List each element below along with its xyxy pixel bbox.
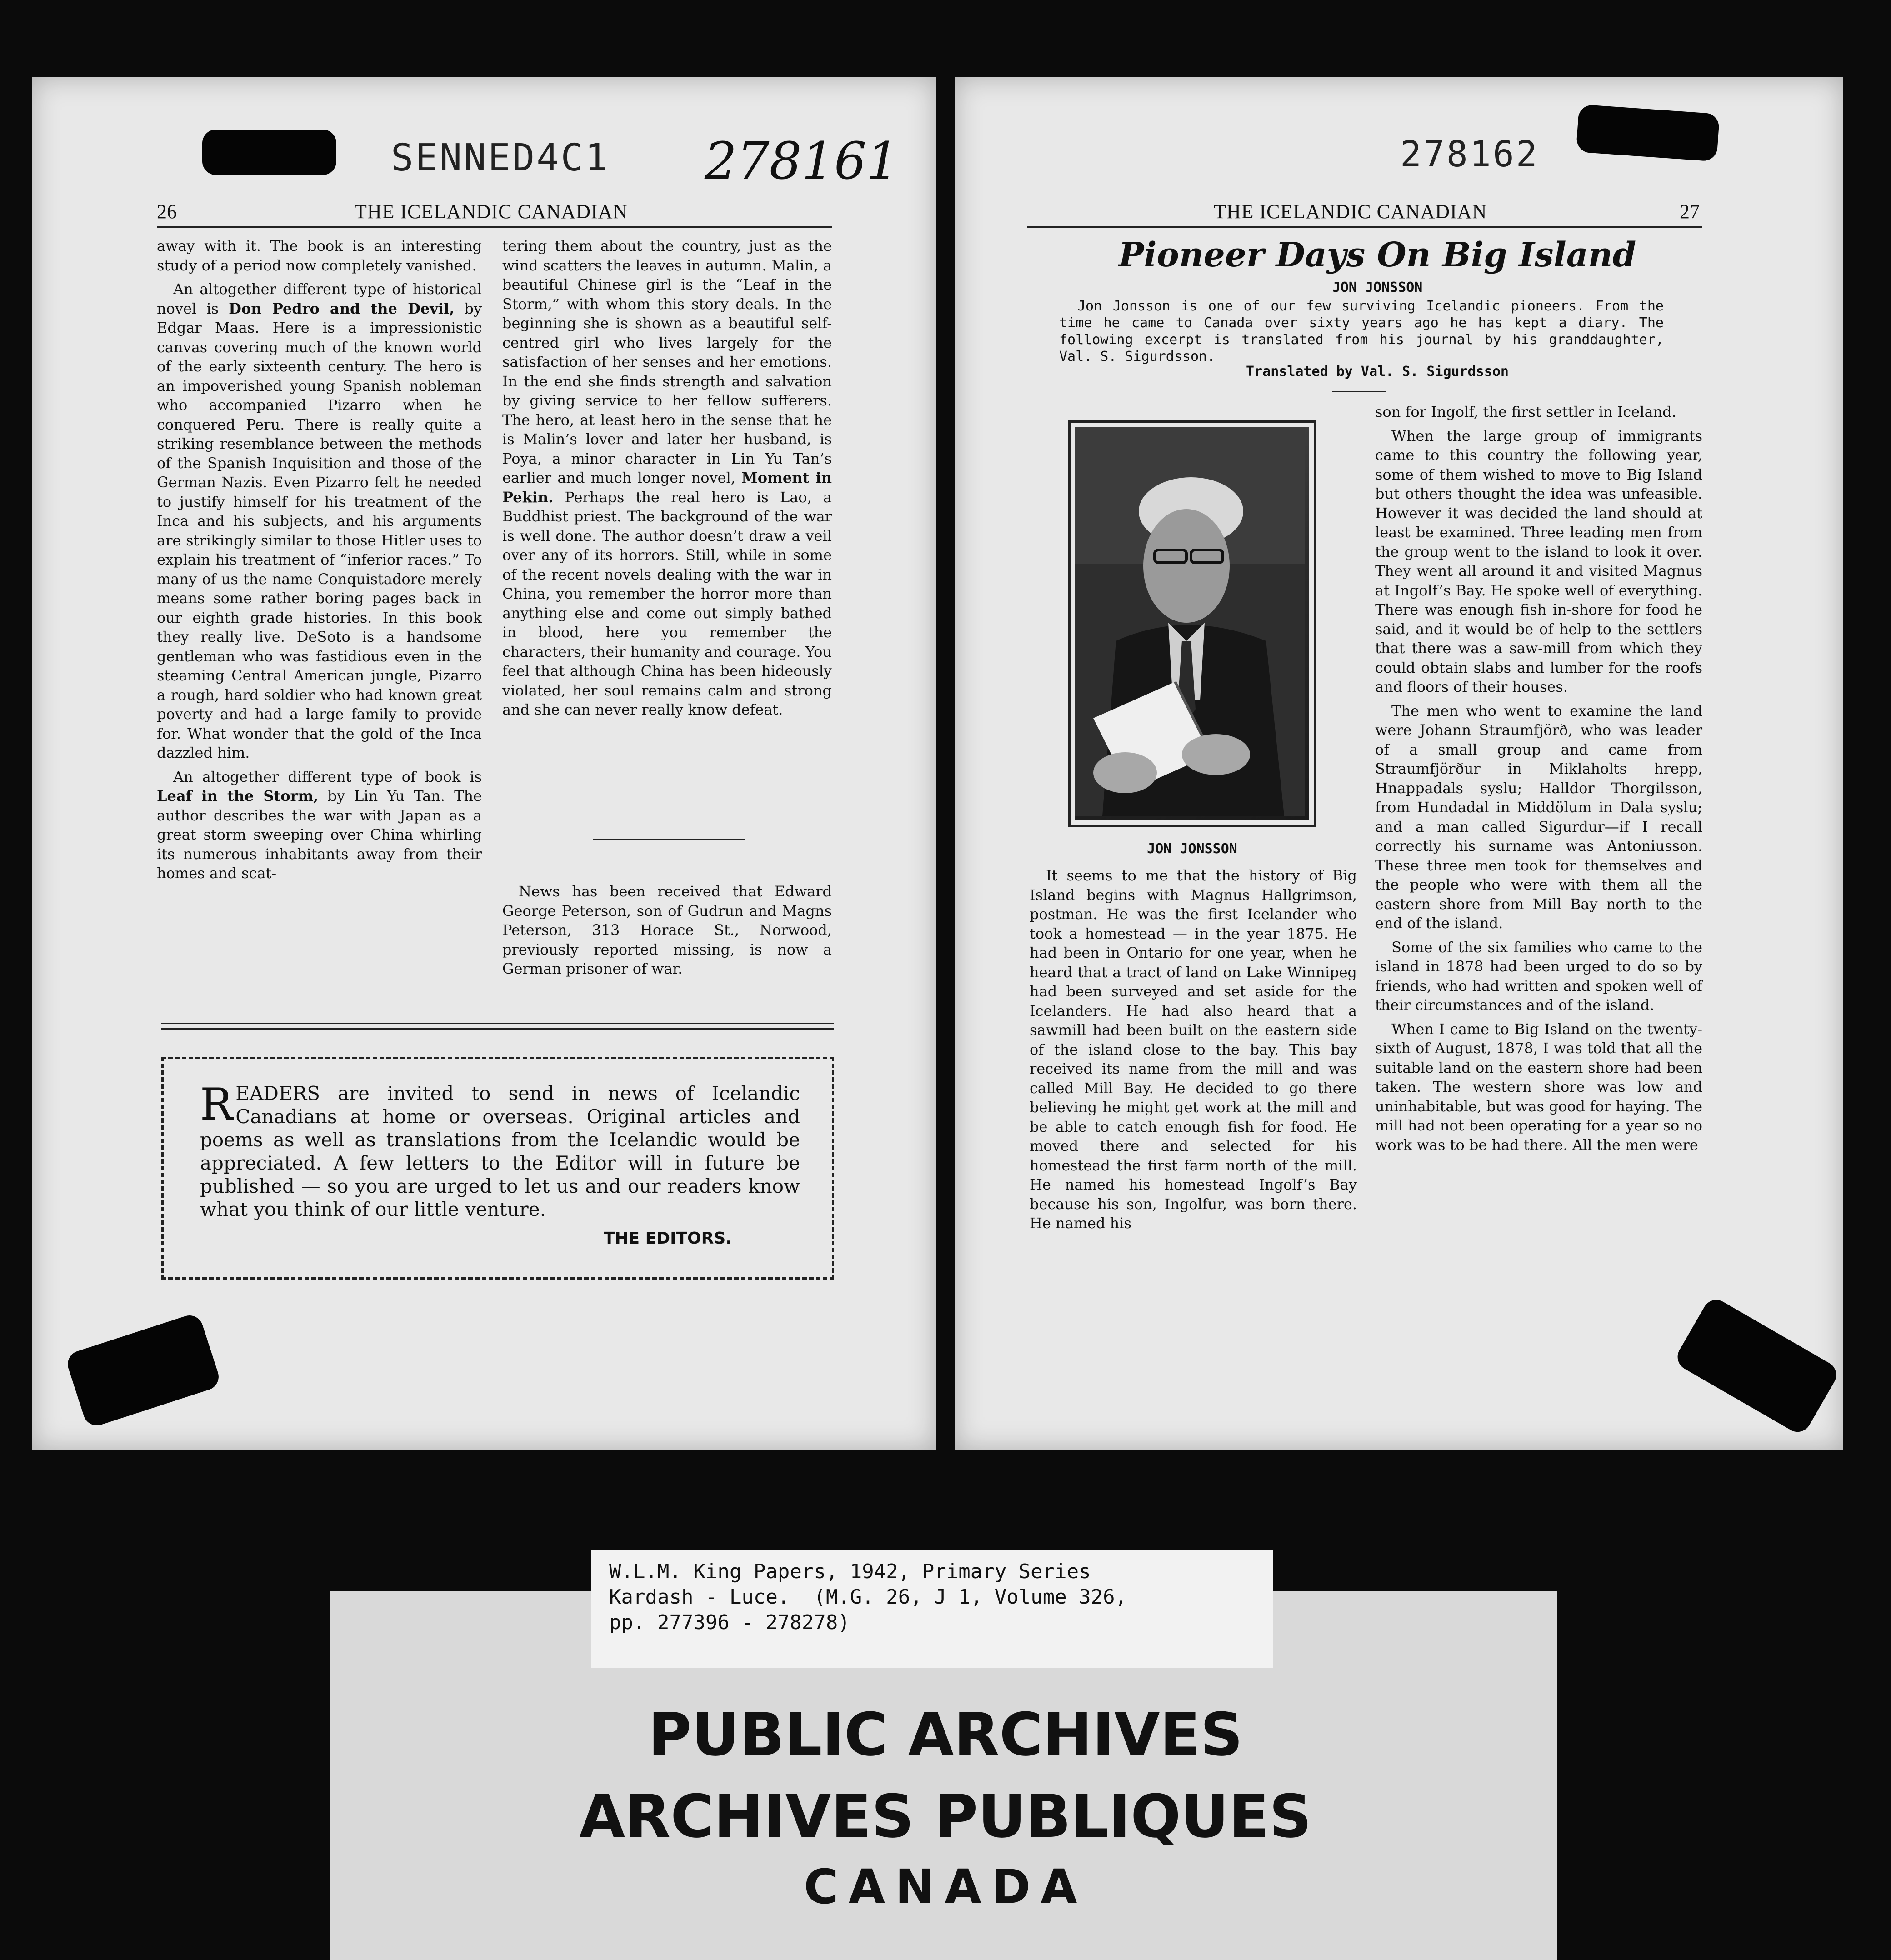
tape-strip-top-right — [1576, 104, 1720, 161]
archive-title-fr: ARCHIVES PUBLIQUES — [579, 1782, 1312, 1851]
paragraph — [157, 280, 482, 763]
double-rule-top — [161, 1023, 834, 1024]
collection-label-line-3: pp. 277396 - 278278) — [609, 1611, 850, 1634]
article-intro — [1059, 298, 1664, 365]
article-byline: JON JONSSON — [1332, 280, 1423, 295]
right-column-2 — [1375, 402, 1702, 1159]
collection-label-line-1: W.L.M. King Papers, 1942, Primary Series — [609, 1560, 1091, 1583]
book-title: Leaf in the Storm, — [157, 787, 319, 805]
paragraph: When the large group of immigrants came to this country the following year, some of them wished to move to Big Island but others thought the idea was unfeasible. However it was decided the land should at least be examined. Three leading men from the group went to the island to look it over. They went all around it and visited Magnus at Ingolf’s Bay. He spoke well of everything. There was enough fish in-shore for food he said, and it would be of help to the settlers that there was a saw-mill from which they could obtain slabs and lumber for the roofs and floors of their houses. — [1375, 427, 1702, 695]
portrait-image — [1075, 427, 1309, 820]
title-divider — [1332, 391, 1386, 392]
portrait-photo — [1068, 420, 1316, 827]
running-head: THE ICELANDIC CANADIAN — [355, 200, 628, 223]
book-title: Moment in Pekin. — [502, 469, 832, 506]
paragraph: When I came to Big Island on the twenty-sixth of August, 1878, I was told that all the suitable land on the eastern shore had been taken. The western shore was low and uninhabitable, but was good for haying. The mill had not been operating for a year so no work was to be had there. All the men were — [1375, 1020, 1702, 1154]
page-number: 26 — [157, 200, 177, 223]
paragraph-text: tering them about the country, just as the wind scatters the leaves in autumn. Malin, a beautiful Chinese girl is the “Leaf in the Storm,” with whom this story deals. In the beginning she is shown as a beautiful self-centred girl who lives largely for the satisfaction of her senses and her emotions. In the end she finds strength and salvation by giving service to her fellow sufferers. The hero, at least hero in the sense that he is Malin’s lover and later her husband, is Poya, a minor character in Lin Yu Tan’s earlier and much longer novel, — [502, 237, 832, 486]
collection-label-line-2: Kardash - Luce. (M.G. 26, J 1, Volume 326, — [609, 1585, 1127, 1609]
editors-notice-box — [161, 1057, 834, 1280]
archive-stamp-number: SENNED4C1 — [391, 136, 610, 180]
paragraph — [502, 236, 832, 720]
notice-body: are invited to send in news of Icelandic Canadians at home or overseas. Original articles and poems as well as translations from the Icelandic would be appreciated. A few letters to the Editor will in future be published — so you are urged to let us and our readers know what you think of our little venture. — [200, 1082, 800, 1220]
book-title: Don Pedro and the Devil, — [229, 300, 455, 317]
paragraph-text: An altogether different type of historical novel is — [157, 280, 482, 317]
archive-stamp-number-right: 278162 — [1400, 134, 1539, 175]
paragraph: The men who went to examine the land were Johann Straumfjörð, who was leader of a small group and came from Straumfjörður in Miklaholts hrepp, Hnappadals syslu; Halldor Thorgilsson, from Hundadal in Middölum in Dala syslu; and a man called Sigurdur—if I recall correctly his surname was Antoniusson. These three men took for themselves and the people who were with them all the eastern shore from Mill Bay north to the end of the island. — [1375, 702, 1702, 932]
article-intro-text: Jon Jonsson is one of our few surviving Icelandic pioneers. From the time he came to Canada over sixty years ago he has kept a diary. The following excerpt is translated from his journal by his granddaughter, Val. S. Sigurdsson. — [1059, 298, 1664, 365]
handwritten-page-number: 278161 — [705, 132, 899, 191]
paragraph-text: by Lin Yu Tan. The author describes the war with Japan as a great storm sweeping over China whirling its numerous inhabitants away from their homes and scat- — [157, 787, 482, 882]
paragraph: It seems to me that the history of Big Island begins with Magnus Hallgrimson, postman. He was the first Icelander who took a homestead — in the year 1875. He had been in Ontario for one year, when he heard that a tract of land on Lake Winnipeg had been surveyed and set aside for the Icelanders. He had also heard that a sawmill had been built on the eastern side of the island close to the bay. This bay received its name from the mill and was called Mill Bay. He decided to go there believing he might get work at the mill and be able to catch enough fish for food. He moved there and selected for his homestead the first farm north of the mill. He named his homestead Ingolf’s Bay because his son, Ingolfur, was born there. He named his — [1030, 867, 1357, 1232]
left-column-1 — [157, 236, 482, 888]
paragraph — [157, 767, 482, 883]
tape-strip-top-left — [202, 130, 336, 175]
left-column-2 — [502, 236, 832, 724]
paragraph: Some of the six families who came to the island in 1878 had been urged to do so by friends, who had written and spoken well of their circumstances and of the island. — [1375, 938, 1702, 1014]
paragraph-text: An altogether different type of book is — [173, 768, 482, 785]
paragraph: away with it. The book is an interesting study of a period now completely vanished. — [157, 237, 482, 274]
translator-credit: Translated by Val. S. Sigurdsson — [1246, 364, 1509, 380]
archive-country: CANADA — [804, 1859, 1087, 1915]
article-title: Pioneer Days On Big Island — [1118, 235, 1636, 275]
collection-label — [591, 1550, 1273, 1668]
paragraph: son for Ingolf, the first settler in Iceland. — [1375, 403, 1676, 420]
notice-lead: EADERS — [235, 1082, 320, 1105]
right-column-1 — [1030, 866, 1357, 1238]
archive-title-en: PUBLIC ARCHIVES — [648, 1700, 1243, 1769]
running-head-right: THE ICELANDIC CANADIAN — [1214, 200, 1487, 223]
news-item — [502, 882, 832, 983]
paragraph-text: by Edgar Maas. Here is a impressionistic canvas covering much of the known world of the early sixteenth century. The hero is an impoverished young Spanish nobleman who accompanied Pizarro when he conquered Peru. There is really quite a striking resemblance between the methods of the Spanish Inquisition and those of the German Nazis. Even Pizarro felt he needed to justify himself for his treatment of the Inca and his subjects, and his arguments are strikingly similar to those Hitler uses to explain his treatment of “inferior races.” To many of us the name Conquistadore merely means some rather boring pages back in our eighth grade histories. In this book they really live. DeSoto is a handsome gentleman who was fastidious even in the steaming Central American jungle, Pizarro a rough, hard soldier who had known great poverty and had a large family to provide for. What wonder that the gold of the Inca dazzled him. — [157, 300, 482, 761]
photo-caption: JON JONSSON — [1147, 841, 1237, 857]
notice-signature: THE EDITORS. — [603, 1229, 732, 1248]
page-number-right: 27 — [1680, 200, 1700, 223]
header-rule-right — [1027, 226, 1702, 228]
editors-notice-text — [200, 1079, 800, 1221]
news-item-text: News has been received that Edward George Peterson, son of Gudrun and Magns Peterson, 313 Horace St., Norwood, previously reported missing, is now a German prisoner of war. — [502, 883, 832, 977]
portrait-illustration — [1075, 427, 1305, 816]
double-rule-bottom — [161, 1028, 834, 1030]
header-rule — [157, 226, 832, 228]
section-divider — [593, 839, 745, 840]
notice-dropcap: R — [200, 1079, 233, 1130]
paragraph-text: Perhaps the real hero is Lao, a Buddhist priest. The background of the war is well done. The author doesn’t draw a veil over any of its horrors. Still, while in some of the recent novels dealing with the war in China, you remember the horror more than anything else and come out simply bathed in blood, here you remember the characters, their humanity and courage. You feel that although China has been hideously violated, her soul remains calm and strong and she can never really know defeat. — [502, 488, 832, 718]
